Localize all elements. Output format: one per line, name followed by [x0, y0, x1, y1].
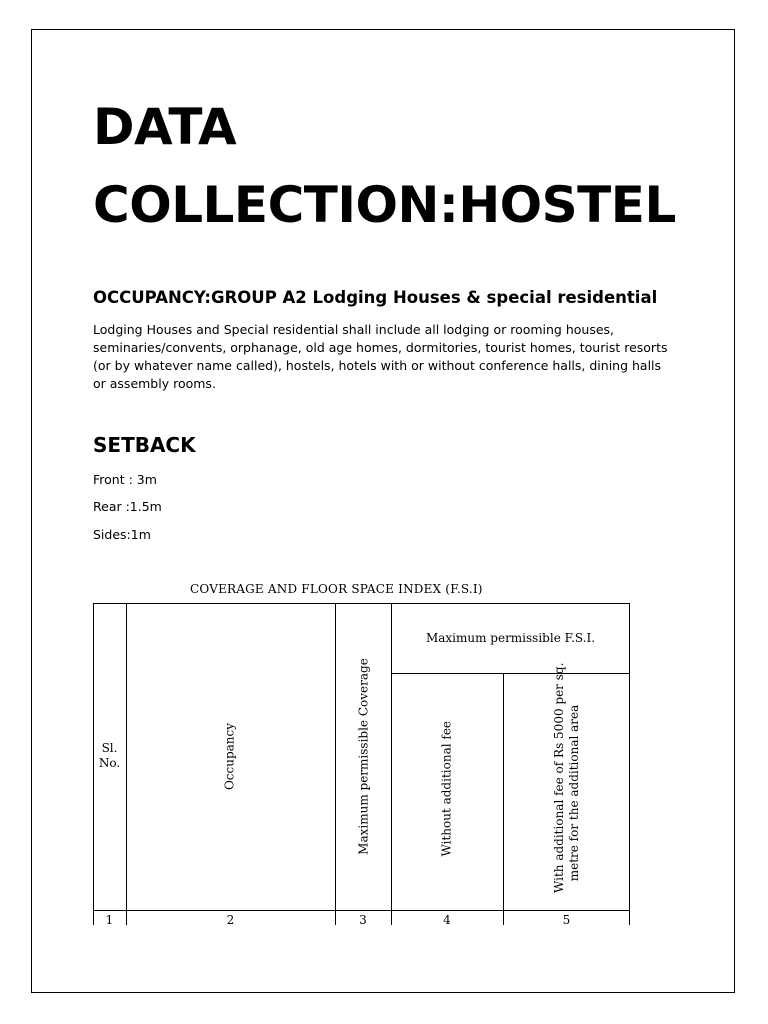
- header-with-fee-line-2: metre for the additional area: [567, 704, 581, 882]
- table-title: COVERAGE AND FLOOR SPACE INDEX (F.S.I): [190, 582, 483, 596]
- header-without-fee: Without additional fee: [439, 720, 454, 857]
- col-number-1: 1: [105, 913, 114, 925]
- setback-sides: Sides:1m: [93, 527, 151, 542]
- table-col-sep-1: [126, 603, 127, 925]
- setback-front: Front : 3m: [93, 472, 157, 487]
- col-number-4: 4: [443, 913, 451, 925]
- occupancy-description: Lodging Houses and Special residential shall include all lodging or rooming houses, seminaries/convents, orphanage, old age homes, dormitories, tourist homes, tourist resorts (or by whatever name called), hostels, hotels with or without conference halls, dining halls or assembly rooms.: [93, 322, 668, 391]
- table-header-bottom-line: [93, 910, 630, 911]
- title-line-2: COLLECTION:HOSTEL: [93, 176, 676, 234]
- col-number-5: 5: [562, 913, 571, 925]
- header-sl-no-line-2: No.: [98, 756, 121, 770]
- col-number-3: 3: [359, 913, 367, 925]
- page-title: [93, 88, 676, 244]
- table-border-right: [629, 603, 630, 925]
- table-col-sep-2: [335, 603, 336, 925]
- header-max-coverage: Maximum permissible Coverage: [356, 658, 371, 855]
- title-line-1: DATA: [93, 98, 237, 156]
- table-border-top: [93, 603, 630, 604]
- col-number-2: 2: [226, 913, 235, 925]
- table-fsi-group-line: [391, 673, 630, 674]
- header-with-fee: [552, 662, 586, 893]
- setback-rear: Rear :1.5m: [93, 499, 162, 514]
- header-sl-no: [93, 741, 126, 771]
- table-col-sep-3: [391, 603, 392, 925]
- table-col-sep-4: [503, 673, 504, 925]
- header-sl-no-line-1: Sl.: [101, 741, 118, 755]
- header-max-fsi: Maximum permissible F.S.I.: [425, 631, 596, 645]
- occupancy-heading: OCCUPANCY:GROUP A2 Lodging Houses & special residential: [93, 288, 658, 307]
- fsi-table: [93, 603, 630, 925]
- header-with-fee-line-1: With additional fee of Rs 5000 per sq.: [552, 662, 566, 893]
- setback-heading: SETBACK: [93, 433, 196, 457]
- header-occupancy: Occupancy: [222, 722, 237, 791]
